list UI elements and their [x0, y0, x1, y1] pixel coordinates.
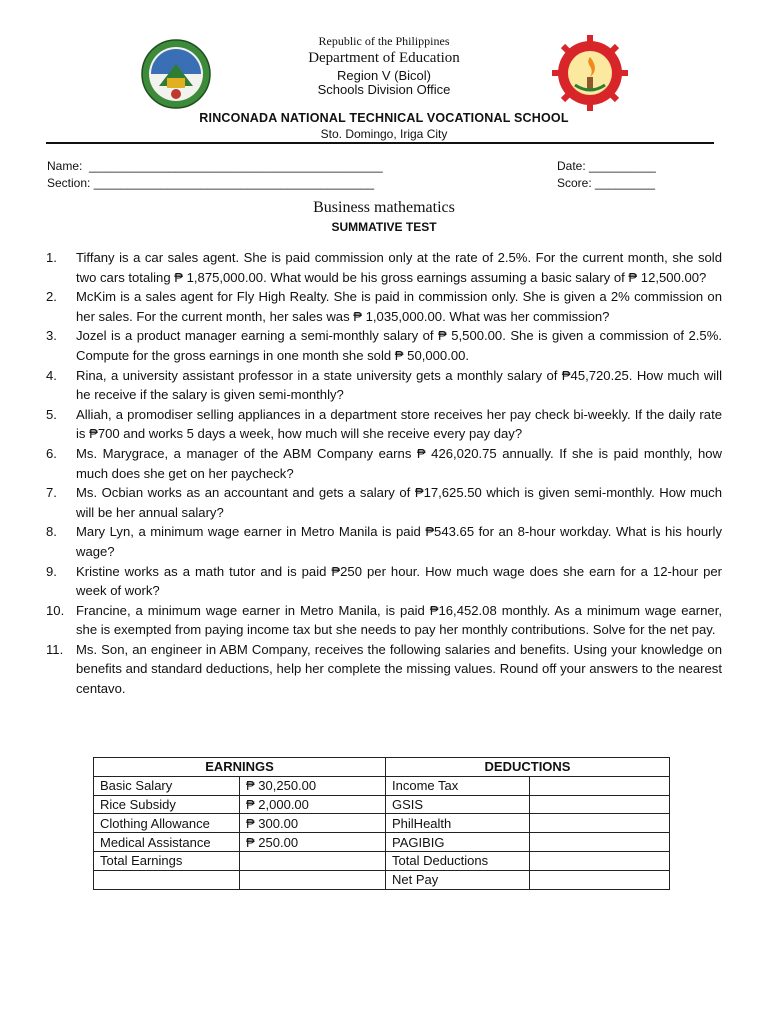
- earning-value: ₱ 2,000.00: [240, 795, 386, 814]
- school-name: RINCONADA NATIONAL TECHNICAL VOCATIONAL SCHOOL: [199, 111, 569, 125]
- question-text: Jozel is a product manager earning a semi-monthly salary of ₱ 5,500.00. She is given a commission of 2.5%. Compute for the gross earnings in one month she sold ₱ 50,000.00.: [76, 328, 722, 363]
- earnings-header: EARNINGS: [94, 758, 386, 777]
- deduction-value: [530, 851, 670, 870]
- question-text: McKim is a sales agent for Fly High Realty. She is paid in commission only. She is given a 2% commission on her sales. For the current month, her sales was ₱ 1,035,000.00. What was her commission?: [76, 289, 722, 324]
- question-item: 11. Ms. Son, an engineer in ABM Company, receives the following salaries and benefits. Using your knowledge on benefits and standard deductions, help her complete the missing values. Round off your answers to the nearest centavo.: [46, 641, 722, 697]
- republic-line: Republic of the Philippines: [318, 34, 450, 48]
- deduction-label: Total Deductions: [386, 851, 530, 870]
- question-item: 7. Ms. Ocbian works as an accountant and gets a salary of ₱17,625.50 which is given semi-monthly. How much will be her annual salary?: [46, 485, 722, 520]
- question-item: 2. McKim is a sales agent for Fly High Realty. She is paid in commission only. She is given a 2% commission on her sales. For the current month, her sales was ₱ 1,035,000.00. What was her commission?: [46, 289, 722, 324]
- deduction-value: [530, 814, 670, 833]
- deduction-label: Net Pay: [386, 870, 530, 889]
- deduction-label: GSIS: [386, 795, 530, 814]
- question-item: 4. Rina, a university assistant professor in a state university gets a monthly salary of ₱45,720.25. How much will he receive if the salary is given semi-monthly?: [46, 367, 722, 403]
- date-field: Date: __________: [557, 159, 656, 173]
- table-row: [94, 776, 670, 795]
- question-item: 10. Francine, a minimum wage earner in Metro Manila, is paid ₱16,452.08 monthly. As a minimum wage earner, she is exempted from paying income tax but she needs to pay her monthly contributions. Solve for the net pay.: [46, 602, 722, 638]
- earning-value: ₱ 30,250.00: [240, 776, 386, 795]
- table-row: [94, 814, 670, 833]
- table-row: [94, 851, 670, 870]
- earning-label: Rice Subsidy: [94, 795, 240, 814]
- deduction-value: [530, 833, 670, 852]
- question-text: Ms. Son, an engineer in ABM Company, receives the following salaries and benefits. Using your knowledge on benefits and standard deductions, help her complete the missing values. Round off your answers to the nearest centavo.: [76, 641, 722, 697]
- question-item: 8. Mary Lyn, a minimum wage earner in Metro Manila is paid ₱543.65 for an 8-hour workday. What is his hourly wage?: [46, 524, 722, 559]
- page-subtitle: SUMMATIVE TEST: [331, 220, 437, 234]
- question-text: Francine, a minimum wage earner in Metro Manila, is paid ₱16,452.08 monthly. As a minimum wage earner, she is exempted from paying income tax but she needs to pay her monthly contributions. Solve for the net pay.: [76, 602, 722, 638]
- question-item: 1. Tiffany is a car sales agent. She is paid commission only at the rate of 2.5%. For the current month, she sold two cars totaling ₱ 1,875,000.00. What would be his gross earnings assuming a basic salary of ₱ 12,500.00?: [46, 250, 722, 285]
- score-field: Score: _________: [557, 176, 656, 190]
- question-item: 6. Ms. Marygrace, a manager of the ABM Company earns ₱ 426,020.75 annually. If she is paid monthly, how much does she get on her paycheck?: [46, 445, 722, 481]
- earning-value: ₱ 300.00: [240, 814, 386, 833]
- page-title: Business mathematics: [313, 199, 455, 216]
- header-divider: [46, 142, 714, 144]
- question-text: Kristine works as a math tutor and is paid ₱250 per hour. How much wage does she earn for a 12-hour per week of work?: [76, 563, 722, 599]
- school-address: Sto. Domingo, Iriga City: [320, 127, 448, 141]
- question-text: Ms. Marygrace, a manager of the ABM Company earns ₱ 426,020.75 annually. If she is paid monthly, how much does she get on her paycheck?: [76, 445, 722, 481]
- question-text: Tiffany is a car sales agent. She is paid commission only at the rate of 2.5%. For the current month, she sold two cars totaling ₱ 1,875,000.00. What would be his gross earnings assuming a basic salary of ₱ 12,500.00?: [76, 250, 722, 285]
- table-row: [94, 870, 670, 889]
- section-field: Section: __________________________________________: [47, 176, 374, 190]
- deduction-value: [530, 795, 670, 814]
- question-item: 5. Alliah, a promodiser selling appliances in a department store receives her pay check bi-weekly. If the daily rate is ₱700 and works 5 days a week, how much will she receive every pay day?: [46, 406, 722, 442]
- table-row: [94, 833, 670, 852]
- earning-label: Medical Assistance: [94, 833, 240, 852]
- earning-label: [94, 870, 240, 889]
- deduction-label: Income Tax: [386, 776, 530, 795]
- region-line: Region V (Bicol): [337, 68, 431, 83]
- name-field: Name: ____________________________________________: [47, 159, 383, 173]
- deduction-value: [530, 776, 670, 795]
- deduction-label: PAGIBIG: [386, 833, 530, 852]
- question-item: 3. Jozel is a product manager earning a semi-monthly salary of ₱ 5,500.00. She is given a commission of 2.5%. Compute for the gross earnings in one month she sold ₱ 50,000.00.: [46, 328, 722, 363]
- office-line: Schools Division Office: [317, 82, 451, 97]
- earning-label: Basic Salary: [94, 776, 240, 795]
- earning-label: Clothing Allowance: [94, 814, 240, 833]
- question-text: Alliah, a promodiser selling appliances in a department store receives her pay check bi-weekly. If the daily rate is ₱700 and works 5 days a week, how much will she receive every pay day?: [76, 406, 722, 442]
- question-item: 9. Kristine works as a math tutor and is paid ₱250 per hour. How much wage does she earn for a 12-hour per week of work?: [46, 563, 722, 599]
- deductions-header: DEDUCTIONS: [386, 758, 670, 777]
- question-text: Ms. Ocbian works as an accountant and gets a salary of ₱17,625.50 which is given semi-monthly. How much will be her annual salary?: [76, 485, 722, 520]
- deduction-label: PhilHealth: [386, 814, 530, 833]
- earning-value: [240, 870, 386, 889]
- earning-label: Total Earnings: [94, 851, 240, 870]
- question-list: [46, 248, 722, 699]
- deduction-value: [530, 870, 670, 889]
- question-text: Mary Lyn, a minimum wage earner in Metro Manila is paid ₱543.65 for an 8-hour workday. What is his hourly wage?: [76, 524, 722, 559]
- earning-value: [240, 851, 386, 870]
- salary-table: [93, 757, 670, 890]
- earning-value: ₱ 250.00: [240, 833, 386, 852]
- question-text: Rina, a university assistant professor in a state university gets a monthly salary of ₱45,720.25. How much will he receive if the salary is given semi-monthly?: [76, 367, 722, 403]
- department-line: Department of Education: [308, 50, 460, 66]
- table-row: [94, 795, 670, 814]
